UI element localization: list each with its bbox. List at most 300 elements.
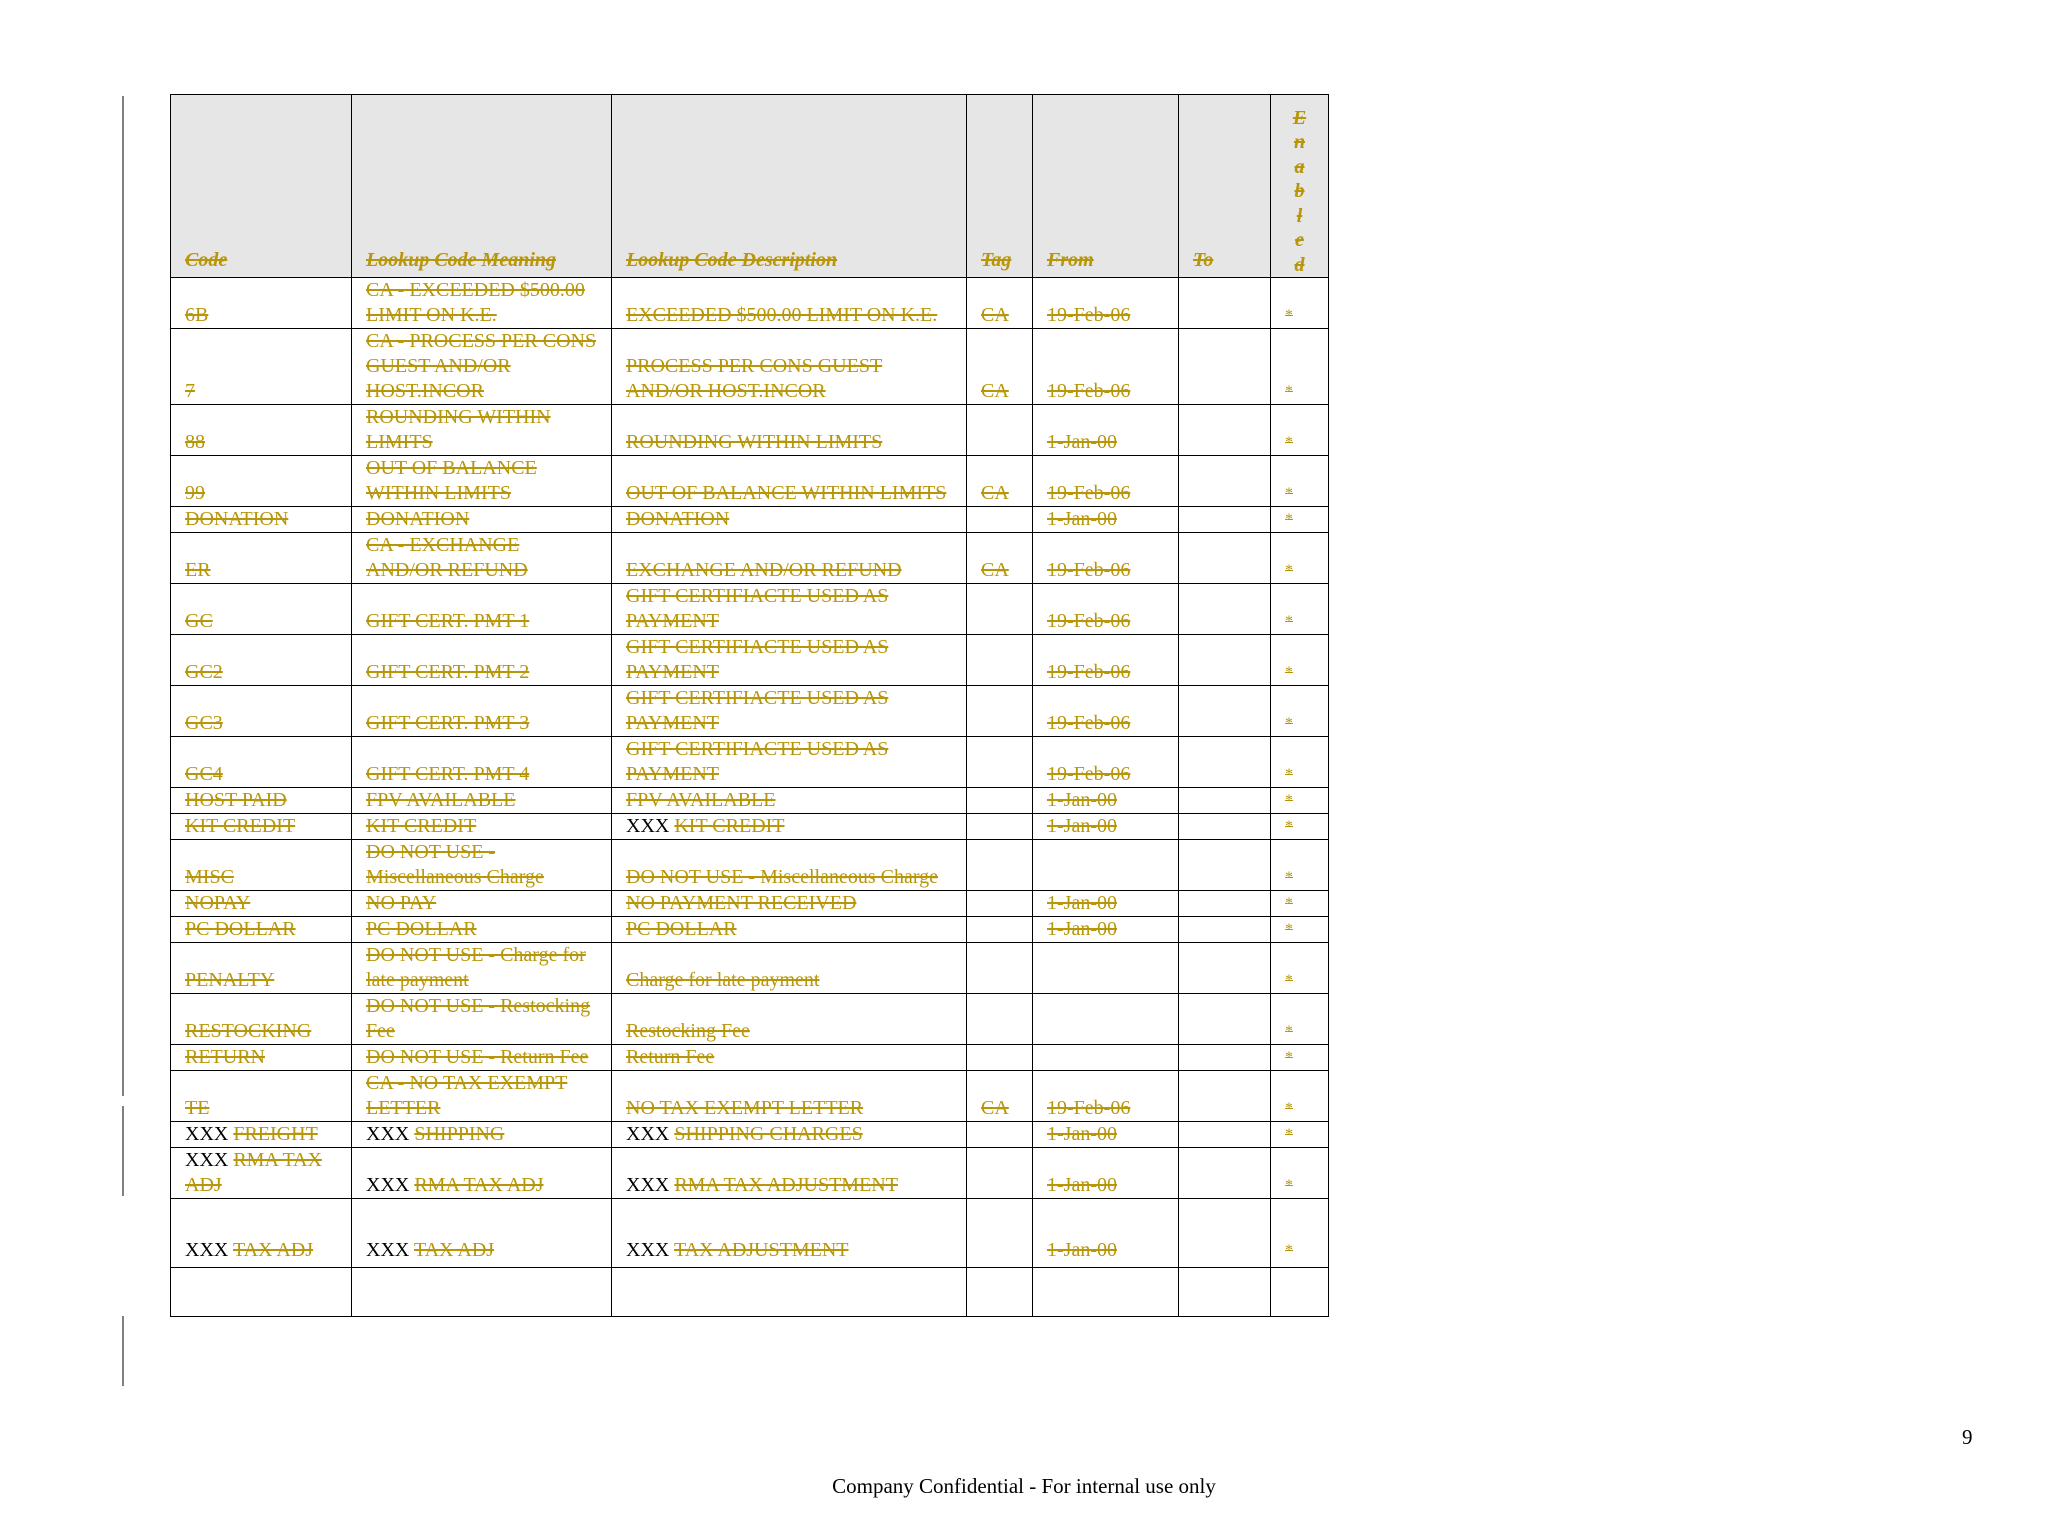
cell-to [1179,917,1271,943]
cell-to [1179,1199,1271,1268]
cell-code-deleted-text: NOPAY [185,892,251,914]
cell-enabled-deleted-text: * [1285,1242,1293,1259]
cell-description-deleted-text: FPV AVAILABLE [626,789,776,811]
cell-from-deleted-text: 1-Jan-00 [1047,1123,1117,1145]
cell-enabled-deleted-text: * [1285,792,1293,809]
cell-meaning [352,405,612,456]
cell-code-deleted-text: GC2 [185,661,223,683]
empty-cell [1271,1268,1329,1317]
cell-code-deleted-text: DONATION [185,508,289,530]
cell-enabled [1271,635,1329,686]
cell-to [1179,1122,1271,1148]
cell-enabled-deleted-text: * [1285,383,1293,400]
cell-description-inserted-text: XXX [626,1123,670,1145]
table-row [171,533,1329,584]
cell-tag [967,840,1033,891]
cell-description [612,533,967,584]
cell-meaning-inserted-text: XXX [366,1123,410,1145]
cell-tag-deleted-text: CA [981,482,1009,504]
cell-description-deleted-text: GIFT CERTIFIACTE USED AS PAYMENT [626,738,889,785]
cell-tag [967,533,1033,584]
cell-meaning [352,533,612,584]
cell-meaning-deleted-text: GIFT CERT. PMT 2 [366,661,530,683]
cell-from [1033,1071,1179,1122]
cell-from [1033,917,1179,943]
cell-enabled [1271,1122,1329,1148]
cell-to [1179,994,1271,1045]
table-row [171,1045,1329,1071]
cell-tag [967,507,1033,533]
header-code: Code [171,95,352,278]
cell-description-deleted-text: GIFT CERTIFIACTE USED AS PAYMENT [626,636,889,683]
header-enabled [1271,95,1329,278]
table-row-empty [171,1268,1329,1317]
cell-to [1179,686,1271,737]
cell-description [612,686,967,737]
cell-meaning-inserted-text: XXX [366,1174,410,1196]
empty-cell [967,1268,1033,1317]
cell-meaning-deleted-text: GIFT CERT. PMT 3 [366,712,530,734]
header-tag: Tag [967,95,1033,278]
cell-meaning [352,278,612,329]
cell-enabled [1271,1148,1329,1199]
cell-description [612,917,967,943]
cell-meaning-inserted-text: XXX [366,1239,410,1261]
cell-description-deleted-text: EXCEEDED $500.00 LIMIT ON K.E. [626,304,938,326]
cell-enabled-deleted-text: * [1285,715,1293,732]
lookup-codes-table [170,94,1329,1317]
cell-meaning [352,994,612,1045]
cell-description [612,814,967,840]
cell-meaning-deleted-text: KIT CREDIT [366,815,477,837]
cell-meaning-deleted-text: TAX ADJ [413,1239,495,1261]
cell-description [612,788,967,814]
table-row [171,737,1329,788]
header-to: To [1179,95,1271,278]
cell-code-deleted-text: 88 [185,431,205,453]
cell-from [1033,329,1179,405]
cell-meaning-deleted-text: CA - EXCHANGE AND/OR REFUND [366,534,528,581]
cell-code-deleted-text: TAX ADJ [232,1239,314,1261]
cell-code-deleted-text: KIT CREDIT [185,815,296,837]
cell-code-inserted-text: XXX [185,1123,229,1145]
table-row [171,1199,1329,1268]
cell-meaning [352,1045,612,1071]
cell-enabled-deleted-text: * [1285,1049,1293,1066]
cell-description-inserted-text: XXX [626,1174,670,1196]
cell-code [171,1148,352,1199]
cell-code [171,994,352,1045]
cell-meaning-deleted-text: DO NOT USE - Restocking Fee [366,995,591,1042]
cell-code [171,737,352,788]
change-bar [122,96,124,1096]
cell-description-deleted-text: GIFT CERTIFIACTE USED AS PAYMENT [626,687,889,734]
cell-code [171,814,352,840]
cell-code-inserted-text: XXX [185,1149,229,1171]
cell-enabled-deleted-text: * [1285,1023,1293,1040]
cell-to [1179,1045,1271,1071]
cell-description-deleted-text: ROUNDING WITHIN LIMITS [626,431,883,453]
cell-meaning [352,840,612,891]
cell-code-deleted-text: TE [185,1097,210,1119]
header-enabled-stacked: E n a b l e d [1292,106,1307,276]
cell-enabled [1271,737,1329,788]
cell-from [1033,405,1179,456]
cell-enabled-deleted-text: * [1285,562,1293,579]
cell-description-inserted-text: XXX [626,1239,670,1261]
cell-enabled [1271,329,1329,405]
cell-tag-deleted-text: CA [981,304,1009,326]
cell-enabled [1271,533,1329,584]
cell-from [1033,788,1179,814]
cell-code [171,840,352,891]
cell-from [1033,943,1179,994]
cell-code [171,943,352,994]
cell-meaning-deleted-text: OUT OF BALANCE WITHIN LIMITS [366,457,537,504]
cell-from [1033,1045,1179,1071]
cell-meaning-deleted-text: CA - PROCESS PER CONS GUEST AND/OR HOST.INCOR [366,330,597,402]
cell-meaning-deleted-text: PC DOLLAR [366,918,477,940]
table-row [171,507,1329,533]
cell-tag [967,456,1033,507]
table-row [171,329,1329,405]
cell-meaning-deleted-text: DONATION [366,508,470,530]
cell-meaning [352,788,612,814]
cell-from-deleted-text: 1-Jan-00 [1047,892,1117,914]
cell-description-deleted-text: Charge for late payment [626,969,820,991]
table-row [171,456,1329,507]
cell-enabled-deleted-text: * [1285,664,1293,681]
cell-code [171,278,352,329]
cell-description [612,456,967,507]
cell-enabled [1271,994,1329,1045]
cell-description [612,1148,967,1199]
cell-code-deleted-text: PC DOLLAR [185,918,296,940]
footer-confidential: Company Confidential - For internal use only [832,1474,1216,1498]
cell-enabled-deleted-text: * [1285,434,1293,451]
cell-enabled-deleted-text: * [1285,1126,1293,1143]
cell-enabled [1271,1071,1329,1122]
cell-meaning [352,635,612,686]
header-description: Lookup Code Description [612,95,967,278]
cell-meaning [352,1071,612,1122]
cell-to [1179,814,1271,840]
change-bar [122,1316,124,1386]
cell-description [612,278,967,329]
cell-to [1179,1071,1271,1122]
cell-code [171,1071,352,1122]
header-from: From [1033,95,1179,278]
cell-enabled-deleted-text: * [1285,972,1293,989]
cell-description-deleted-text: DO NOT USE - Miscellaneous Charge [626,866,938,888]
cell-tag [967,635,1033,686]
cell-from [1033,814,1179,840]
cell-from [1033,737,1179,788]
cell-enabled [1271,788,1329,814]
cell-code [171,456,352,507]
cell-description-deleted-text: PROCESS PER CONS GUEST AND/OR HOST.INCOR [626,355,883,402]
cell-meaning [352,329,612,405]
cell-code [171,507,352,533]
empty-cell [352,1268,612,1317]
cell-code [171,533,352,584]
cell-from-deleted-text: 19-Feb-06 [1047,304,1131,326]
cell-code-deleted-text: RETURN [185,1046,265,1068]
cell-to [1179,456,1271,507]
cell-code [171,635,352,686]
cell-enabled-deleted-text: * [1285,818,1293,835]
cell-enabled [1271,686,1329,737]
cell-code-inserted-text: XXX [185,1239,229,1261]
cell-to [1179,737,1271,788]
cell-to [1179,405,1271,456]
cell-to [1179,507,1271,533]
cell-description-deleted-text: PC DOLLAR [626,918,737,940]
cell-tag [967,994,1033,1045]
cell-enabled-deleted-text: * [1285,485,1293,502]
cell-meaning-deleted-text: DO NOT USE - Miscellaneous Charge [366,841,544,888]
cell-tag [967,278,1033,329]
change-bar [122,1106,124,1196]
table-row [171,1071,1329,1122]
cell-description [612,994,967,1045]
cell-tag [967,329,1033,405]
cell-to [1179,891,1271,917]
cell-enabled [1271,278,1329,329]
cell-enabled-deleted-text: * [1285,1177,1293,1194]
cell-from-deleted-text: 19-Feb-06 [1047,559,1131,581]
cell-to [1179,329,1271,405]
cell-tag [967,1122,1033,1148]
cell-description-deleted-text: NO PAYMENT RECEIVED [626,892,857,914]
table-row [171,635,1329,686]
cell-code-deleted-text: GC4 [185,763,223,785]
table-row [171,994,1329,1045]
cell-tag-deleted-text: CA [981,1097,1009,1119]
cell-description [612,891,967,917]
cell-code-deleted-text: ER [185,559,211,581]
cell-from-deleted-text: 1-Jan-00 [1047,1174,1117,1196]
cell-description-deleted-text: TAX ADJUSTMENT [673,1239,849,1261]
cell-description [612,840,967,891]
cell-tag [967,1045,1033,1071]
cell-code-deleted-text: GC3 [185,712,223,734]
cell-meaning [352,1199,612,1268]
cell-from [1033,686,1179,737]
cell-from [1033,456,1179,507]
cell-to [1179,278,1271,329]
table-row [171,814,1329,840]
cell-code-deleted-text: PENALTY [185,969,275,991]
table-row [171,943,1329,994]
cell-tag [967,1148,1033,1199]
cell-from [1033,840,1179,891]
cell-meaning [352,686,612,737]
cell-from-deleted-text: 19-Feb-06 [1047,712,1131,734]
cell-from-deleted-text: 19-Feb-06 [1047,380,1131,402]
cell-description [612,1071,967,1122]
table-row [171,1122,1329,1148]
cell-description-deleted-text: RMA TAX ADJUSTMENT [674,1174,898,1196]
cell-enabled [1271,456,1329,507]
cell-tag-deleted-text: CA [981,559,1009,581]
cell-from-deleted-text: 1-Jan-00 [1047,815,1117,837]
cell-description-inserted-text: XXX [626,815,670,837]
table-row [171,1148,1329,1199]
cell-code-deleted-text: 99 [185,482,205,504]
cell-code [171,584,352,635]
cell-description-deleted-text: NO TAX EXEMPT LETTER [626,1097,864,1119]
cell-description-deleted-text: Return Fee [626,1046,715,1068]
cell-meaning-deleted-text: SHIPPING [414,1123,505,1145]
cell-enabled [1271,891,1329,917]
cell-from-deleted-text: 19-Feb-06 [1047,1097,1131,1119]
cell-code [171,788,352,814]
cell-code-deleted-text: RMA TAX ADJ [185,1149,322,1196]
cell-code-deleted-text: GC [185,610,213,632]
cell-description [612,1045,967,1071]
cell-description [612,1199,967,1268]
cell-from-deleted-text: 19-Feb-06 [1047,763,1131,785]
cell-description-deleted-text: OUT OF BALANCE WITHIN LIMITS [626,482,947,504]
cell-to [1179,1148,1271,1199]
cell-enabled [1271,943,1329,994]
cell-description-deleted-text: DONATION [626,508,730,530]
cell-code-deleted-text: 7 [185,380,195,402]
cell-meaning-deleted-text: CA - NO TAX EXEMPT LETTER [366,1072,568,1119]
cell-meaning-deleted-text: DO NOT USE - Charge for late payment [366,944,586,991]
cell-code-deleted-text: HOST PAID [185,789,287,811]
table-row [171,686,1329,737]
table-row [171,917,1329,943]
cell-from-deleted-text: 1-Jan-00 [1047,431,1117,453]
cell-description [612,329,967,405]
cell-description [612,737,967,788]
table-header-row [171,95,1329,278]
cell-tag [967,737,1033,788]
cell-meaning [352,1122,612,1148]
cell-meaning-deleted-text: DO NOT USE - Return Fee [366,1046,589,1068]
cell-meaning [352,456,612,507]
cell-enabled-deleted-text: * [1285,766,1293,783]
cell-from-deleted-text: 1-Jan-00 [1047,918,1117,940]
cell-from-deleted-text: 19-Feb-06 [1047,661,1131,683]
cell-tag [967,1071,1033,1122]
cell-code [171,891,352,917]
table-row [171,891,1329,917]
cell-description-deleted-text: KIT CREDIT [674,815,785,837]
cell-enabled [1271,1045,1329,1071]
change-bars [122,96,124,1396]
cell-meaning [352,1148,612,1199]
table-row [171,584,1329,635]
cell-enabled-deleted-text: * [1285,921,1293,938]
cell-tag [967,686,1033,737]
cell-from-deleted-text: 1-Jan-00 [1047,508,1117,530]
cell-description-deleted-text: SHIPPING CHARGES [674,1123,863,1145]
cell-meaning-deleted-text: GIFT CERT. PMT 4 [366,763,530,785]
cell-description [612,943,967,994]
cell-to [1179,635,1271,686]
table-row [171,278,1329,329]
cell-to [1179,533,1271,584]
cell-from [1033,533,1179,584]
cell-tag [967,814,1033,840]
cell-to [1179,788,1271,814]
cell-from [1033,635,1179,686]
cell-from [1033,507,1179,533]
cell-code [171,917,352,943]
cell-code-deleted-text: MISC [185,866,234,888]
cell-meaning-deleted-text: ROUNDING WITHIN LIMITS [366,406,551,453]
cell-from [1033,584,1179,635]
cell-from-deleted-text: 1-Jan-00 [1047,1239,1117,1261]
cell-enabled-deleted-text: * [1285,307,1293,324]
cell-description [612,1122,967,1148]
cell-from [1033,891,1179,917]
cell-enabled [1271,840,1329,891]
cell-meaning [352,737,612,788]
header-meaning: Lookup Code Meaning [352,95,612,278]
cell-from [1033,278,1179,329]
cell-description [612,507,967,533]
cell-description-deleted-text: Restocking Fee [626,1020,750,1042]
cell-code [171,1122,352,1148]
cell-meaning-deleted-text: GIFT CERT. PMT 1 [366,610,530,632]
cell-description [612,405,967,456]
cell-description [612,584,967,635]
cell-enabled [1271,917,1329,943]
table-body [171,278,1329,1317]
empty-cell [1033,1268,1179,1317]
cell-enabled [1271,405,1329,456]
cell-enabled [1271,1199,1329,1268]
cell-meaning [352,891,612,917]
cell-from-deleted-text: 19-Feb-06 [1047,610,1131,632]
cell-tag [967,1199,1033,1268]
cell-meaning-deleted-text: NO PAY [366,892,437,914]
cell-enabled [1271,507,1329,533]
cell-meaning [352,814,612,840]
cell-meaning [352,507,612,533]
cell-tag [967,788,1033,814]
cell-tag [967,891,1033,917]
cell-from [1033,1122,1179,1148]
page-number: 9 [1962,1425,1973,1449]
cell-code [171,405,352,456]
cell-to [1179,840,1271,891]
cell-description [612,635,967,686]
table-row [171,788,1329,814]
table-row [171,405,1329,456]
cell-from-deleted-text: 1-Jan-00 [1047,789,1117,811]
cell-to [1179,943,1271,994]
cell-code-deleted-text: RESTOCKING [185,1020,312,1042]
empty-cell [1179,1268,1271,1317]
cell-description-deleted-text: EXCHANGE AND/OR REFUND [626,559,902,581]
cell-enabled [1271,584,1329,635]
cell-meaning-deleted-text: CA - EXCEEDED $500.00 LIMIT ON K.E. [366,279,585,326]
cell-meaning [352,917,612,943]
cell-from [1033,1148,1179,1199]
cell-code [171,1045,352,1071]
table-row [171,840,1329,891]
cell-enabled-deleted-text: * [1285,869,1293,886]
cell-code [171,329,352,405]
cell-meaning-deleted-text: RMA TAX ADJ [414,1174,544,1196]
cell-meaning [352,943,612,994]
cell-to [1179,584,1271,635]
